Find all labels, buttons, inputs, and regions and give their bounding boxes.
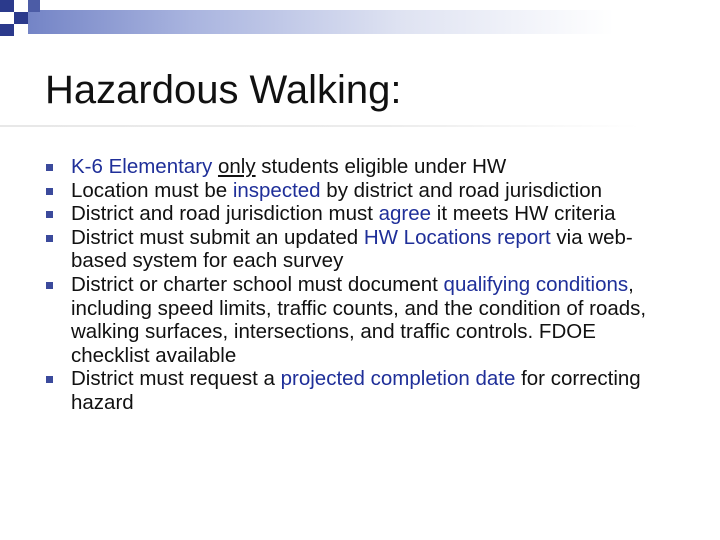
bullet-item bbox=[46, 179, 666, 203]
bullet-text: via web-based system for each survey bbox=[71, 225, 633, 273]
square-bullet-icon bbox=[46, 211, 53, 218]
decorative-square bbox=[0, 12, 14, 24]
bullet-item bbox=[46, 273, 666, 367]
bullet-item bbox=[46, 155, 666, 179]
bullet-text-highlight: K-6 Elementary bbox=[71, 155, 218, 178]
bullet-text: District must submit an updated bbox=[71, 225, 364, 249]
bullet-text: District and road jurisdiction must bbox=[71, 202, 379, 226]
bullet-text: by district and road jurisdiction bbox=[320, 178, 603, 202]
decorative-square bbox=[0, 0, 14, 12]
bullet-text: for correcting hazard bbox=[71, 367, 641, 414]
square-bullet-icon bbox=[46, 282, 53, 289]
bullet-text-highlight: agree bbox=[378, 202, 432, 226]
decorative-square bbox=[14, 12, 28, 24]
bullet-text-underline: only bbox=[217, 155, 256, 178]
bullet-item bbox=[46, 226, 666, 273]
decorative-square bbox=[14, 0, 28, 12]
bullet-text: Location must be bbox=[71, 178, 233, 202]
square-bullet-icon bbox=[46, 164, 53, 171]
decorative-square bbox=[14, 24, 28, 34]
decorative-square bbox=[0, 24, 14, 36]
bullet-text-highlight: qualifying conditions bbox=[443, 272, 629, 296]
decorative-square bbox=[28, 0, 40, 12]
bullet-text-highlight: inspected bbox=[232, 178, 321, 202]
square-bullet-icon bbox=[46, 376, 53, 383]
bullet-item bbox=[46, 202, 666, 226]
bullet-text: it meets HW criteria bbox=[431, 202, 616, 226]
slide-title: Hazardous Walking: bbox=[45, 68, 402, 112]
bullet-text: , including speed limits, traffic counts, and the condition of roads, walking surfaces, intersections, and traffic controls. FDOE checklist available bbox=[71, 272, 647, 367]
bullet-text-highlight: HW Locations report bbox=[363, 225, 551, 249]
bullet-item bbox=[46, 367, 666, 414]
bullet-text-highlight: projected completion date bbox=[280, 367, 516, 391]
square-bullet-icon bbox=[46, 188, 53, 195]
bullet-list bbox=[46, 155, 666, 415]
bullet-text: District must request a bbox=[71, 367, 281, 391]
square-bullet-icon bbox=[46, 235, 53, 242]
bullet-text: District or charter school must document bbox=[71, 272, 444, 296]
bullet-text: students eligible under HW bbox=[255, 155, 507, 178]
title-divider bbox=[0, 125, 640, 127]
header-gradient-bar bbox=[14, 10, 720, 34]
